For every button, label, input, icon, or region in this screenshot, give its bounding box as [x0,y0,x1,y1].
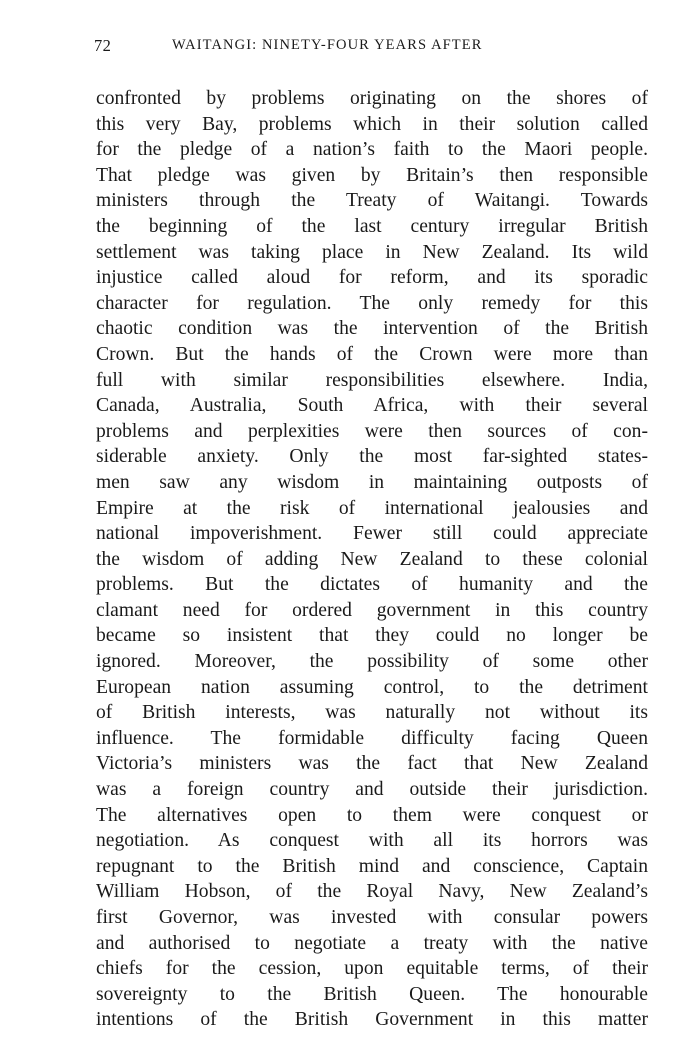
text-line: Empire at the risk of international jealousies and [96,497,648,519]
text-line: national impoverishment. Fewer still could appreciate [96,523,648,545]
page-number: 72 [94,36,112,55]
text-line: this very Bay, problems which in their solution called [96,113,648,135]
running-title: WAITANGI: NINETY-FOUR YEARS AFTER [172,37,483,53]
text-line: negotiation. As conquest with all its horrors was [96,830,648,852]
text-line: problems. But the dictates of humanity and the [96,574,648,596]
text-line: problems and perplexities were then sources of con- [96,420,648,442]
text-line: influence. The formidable difficulty facing Queen [96,727,648,749]
text-line: repugnant to the British mind and conscience, Captain [96,855,648,877]
text-line: sovereignty to the British Queen. The honourable [96,983,648,1005]
text-line: the beginning of the last century irregular British [96,215,648,237]
text-line: chaotic condition was the intervention of the British [96,318,648,340]
text-line: That pledge was given by Britain’s then responsible [96,164,648,186]
text-line: European nation assuming control, to the detriment [96,676,648,698]
text-line: confronted by problems originating on the shores of [96,88,648,109]
text-line: and authorised to negotiate a treaty with the native [96,932,648,954]
text-line: chiefs for the cession, upon equitable terms, of their [96,958,648,980]
text-line: William Hobson, of the Royal Navy, New Zealand’s [96,881,648,903]
text-line: of British interests, was naturally not without its [96,702,648,724]
body-text [96,86,648,1033]
text-line: Crown. But the hands of the Crown were more than [96,343,648,365]
text-line: full with similar responsibilities elsewhere. India, [96,369,648,391]
text-line: Canada, Australia, South Africa, with their several [96,395,648,417]
text-line: intentions of the British Government in this matter [96,1009,648,1031]
text-line: The alternatives open to them were conquest or [96,804,648,826]
text-line: ministers through the Treaty of Waitangi. Towards [96,190,648,212]
running-head [94,36,654,60]
text-line: became so insistent that they could no longer be [96,625,648,647]
text-line: was a foreign country and outside their jurisdiction. [96,779,648,801]
text-line: settlement was taking place in New Zealand. Its wild [96,241,648,263]
text-line: siderable anxiety. Only the most far-sighted states- [96,446,648,468]
text-line: injustice called aloud for reform, and its sporadic [96,267,648,289]
text-line: the wisdom of adding New Zealand to these colonial [96,548,648,570]
text-line: clamant need for ordered government in this country [96,599,648,621]
text-line: Victoria’s ministers was the fact that New Zealand [96,753,648,775]
text-line: men saw any wisdom in maintaining outposts of [96,471,648,493]
text-line: for the pledge of a nation’s faith to the Maori people. [96,139,648,161]
text-line: first Governor, was invested with consular powers [96,907,648,928]
text-line: ignored. Moreover, the possibility of some other [96,651,648,673]
text-line: character for regulation. The only remedy for this [96,292,648,314]
